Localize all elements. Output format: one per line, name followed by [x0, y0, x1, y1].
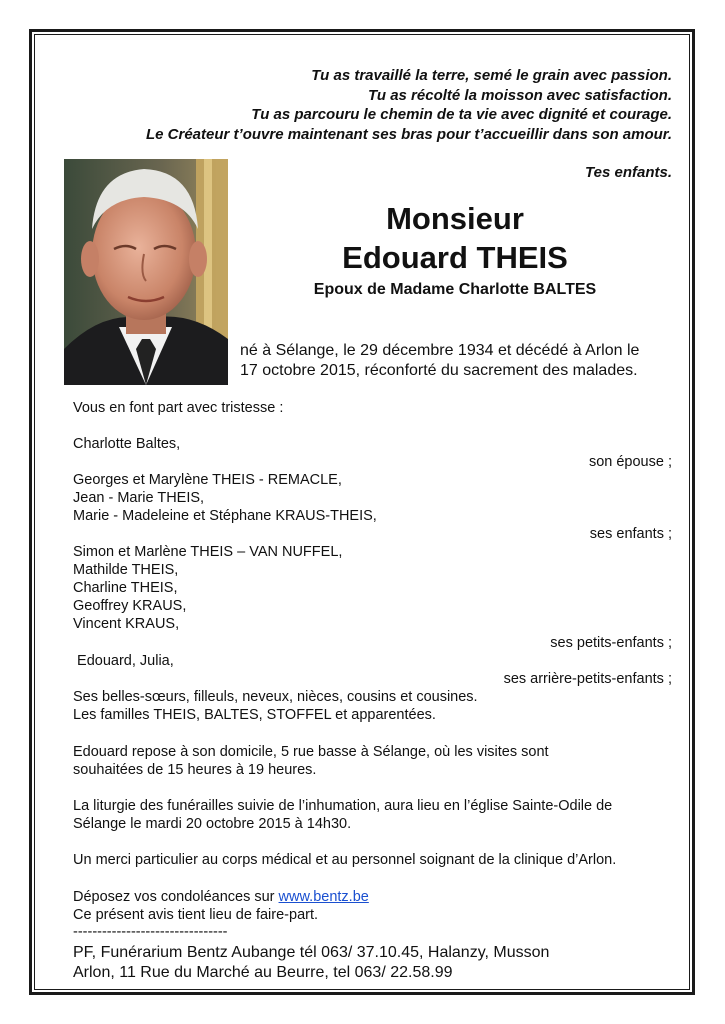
condolences-link[interactable]: www.bentz.be	[278, 889, 369, 905]
condolences-line	[73, 889, 369, 905]
deceased-name: Edouard THEIS	[342, 240, 568, 275]
funeral-home-address: Arlon, 11 Rue du Marché au Beurre, tel 063/ 22.58.99	[73, 964, 453, 981]
family-member: Vincent KRAUS,	[73, 616, 180, 632]
condolences-prefix: Déposez vos condoléances sur	[73, 889, 279, 905]
family-member: Georges et Marylène THEIS - REMACLE,	[73, 472, 342, 488]
poem	[146, 66, 672, 144]
family-role: ses petits-enfants ;	[550, 635, 672, 651]
extended-family: Les familles THEIS, BALTES, STOFFEL et apparentées.	[73, 707, 436, 723]
salutation: Monsieur	[386, 201, 524, 236]
thanks-text: Un merci particulier au corps médical et au personnel soignant de la clinique d’Arlon.	[73, 852, 617, 868]
visit-info: Edouard repose à son domicile, 5 rue basse à Sélange, où les visites sont	[73, 744, 549, 760]
visit-info: souhaitées de 15 heures à 19 heures.	[73, 762, 317, 778]
portrait-photo	[64, 159, 228, 385]
poem-line: Le Créateur t’ouvre maintenant ses bras pour t’accueillir dans son amour.	[146, 125, 672, 143]
family-member: Edouard, Julia,	[73, 653, 174, 669]
family-member: Charlotte Baltes,	[73, 436, 181, 452]
birth-death-text	[240, 341, 672, 381]
family-member: Charline THEIS,	[73, 580, 178, 596]
family-role: son épouse ;	[588, 454, 672, 470]
family-member: Geoffrey KRAUS,	[73, 598, 187, 614]
portrait-image	[64, 159, 228, 385]
family-member: Mathilde THEIS,	[73, 562, 179, 578]
family-role: ses arrière-petits-enfants ;	[503, 671, 672, 687]
intro-text: Vous en font part avec tristesse :	[73, 400, 284, 416]
poem-signature: Tes enfants.	[585, 164, 672, 181]
extended-family: Ses belles-sœurs, filleuls, neveux, nièces, cousins et cousines.	[73, 689, 478, 705]
poem-line: Tu as parcouru le chemin de ta vie avec dignité et courage.	[251, 106, 672, 123]
family-member: Simon et Marlène THEIS – VAN NUFFEL,	[73, 544, 343, 560]
poem-line: Tu as travaillé la terre, semé le grain avec passion.	[311, 67, 672, 84]
family-member: Marie - Madeleine et Stéphane KRAUS-THEIS,	[73, 508, 377, 524]
birth-line: 17 octobre 2015, réconforté du sacrement des malades.	[240, 362, 638, 379]
family-member: Jean - Marie THEIS,	[73, 490, 205, 506]
funeral-home-line: PF, Funérarium Bentz Aubange tél 063/ 37.10.45, Halanzy, Musson	[73, 944, 550, 961]
family-role: ses enfants ;	[589, 526, 672, 542]
spouse-line: Epoux de Madame Charlotte BALTES	[313, 281, 597, 298]
birth-line: né à Sélange, le 29 décembre 1934 et décédé à Arlon le	[240, 342, 640, 359]
poem-line: Tu as récolté la moisson avec satisfaction.	[367, 86, 672, 104]
separator-line: --------------------------------	[73, 924, 228, 940]
liturgy-info: Sélange le mardi 20 octobre 2015 à 14h30.	[73, 816, 352, 832]
faire-part-note: Ce présent avis tient lieu de faire-part.	[73, 907, 319, 923]
liturgy-info: La liturgie des funérailles suivie de l’inhumation, aura lieu en l’église Sainte-Odile de	[73, 798, 613, 814]
